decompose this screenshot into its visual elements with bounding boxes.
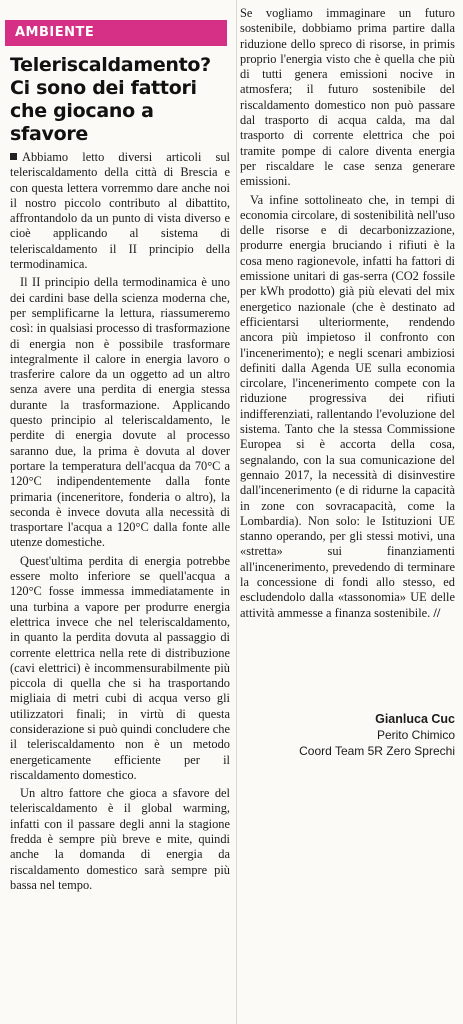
bullet-icon [10, 153, 17, 160]
paragraph-text: Va infine sottolineato che, in tempi di economia circolare, di sostenibilità nell'uso delle risorse e di decarbonizzazione, produrre energia bruciando i rifiuti è la cosa meno ragionevole, infatti ha fattori di emissione unitari di gas-serra (CO2 fossile per kWh prodotto) già più elevati del mix energetico nazionale (che è destinato ad efficientarsi ulteriormente, rendendo ancora più impietoso il confronto con l'incenerimento); e negli scenari ambiziosi definiti dalla Agenda UE sulla economia circolare, l'incenerimento compete con la riduzione progressiva dei rifiuti indifferenziati, rallentando l'evoluzione del sistema. Tanto che la stessa Commissione Europea si è accorta della cosa, segnalando, con la sua comunicazione del gennaio 2017, la necessità di disinvestire dall'incenerimento (e di ridurne la capacità in zone con sovracapacità, come la Lombardia). Non solo: le Istituzioni UE stanno operando, per gli stessi motivi, una «stretta» sui finanziamenti all'incenerimento, prevedendo di terminare la concessione di fondi allo stesso, ed escludendolo dalla «tassonomia» UE delle attività ammesse a finanza sostenibile. [240, 192, 455, 620]
article-paragraph: Se vogliamo immaginare un futuro sostenibile, dobbiamo prima partire dalla riduzione dello spreco di risorse, in primis proprio l'energia visto che è quella che più di tutti genera emissioni nocive in atmosfera; il futuro sostenibile del riscaldamento domestico non può passare dal trasporto di acqua calda, ma dal trasporto di corrente elettrica che poi tramite pompe di calore diventa energia per riscaldare le case senza generare emissioni. [240, 6, 455, 189]
article-column-right [240, 6, 455, 624]
column-divider [236, 0, 237, 1024]
author-title: Perito Chimico [376, 728, 455, 742]
headline: Teleriscaldamento? Ci sono dei fattori che giocano a sfavore [10, 54, 211, 145]
article-paragraph: Il II principio della termodinamica è uno dei cardini base della scienza moderna che, per semplificarne la lettura, riassumeremo così: in qualsiasi processo di trasformazione di energia non è possibile trasformare integralmente il calore in energia lavoro o trasferire calore da un oggetto ad un altro senza avere una perdita di energia stessa durante la trasformazione. Applicando questo principio al teleriscaldamento, le perdite di energia dovute al processo saranno due, la prima è dovuta al dover portare la temperatura dell'acqua da 70°C a 120°C indipendentemente dalla fonte primaria (inceneritore, fonderia o altro), la seconda è invece dovuta alla necessità di trasportare l'acqua a 120°C dalla fonte alle utenze domestiche. [10, 275, 230, 550]
signature-block [240, 711, 455, 759]
article-column-left [10, 150, 230, 896]
section-tag: AMBIENTE [5, 20, 227, 46]
article-paragraph: Un altro fattore che gioca a sfavore del teleriscaldamento è il global warming, infatti con il passare degli anni la stagione fredda è sempre più breve e mite, quindi anche la domanda di energia da riscaldamento domestico sarà sempre più bassa nel tempo. [10, 786, 230, 892]
author-organization: Coord Team 5R Zero Sprechi [299, 744, 455, 758]
end-mark: // [433, 605, 441, 620]
article-paragraph [10, 150, 230, 272]
article-paragraph [240, 193, 455, 621]
paragraph-text: Abbiamo letto diversi articoli sul teleriscaldamento della città di Brescia e con questa lettera vorremmo dare anche noi il nostro piccolo contributo al dibattito, affrontandolo da un punto di vista diverso e cioè applicando al sistema di teleriscaldamento il II principio della termodinamica. [10, 150, 230, 272]
author-name: Gianluca Cuc [375, 712, 455, 726]
article-paragraph: Quest'ultima perdita di energia potrebbe essere molto inferiore se quell'acqua a 120°C fosse immessa immediatamente in una turbina a vapore per produrre energia elettrica invece che nel teleriscaldamento, in quanto la perdita dovuta al passaggio di corrente elettrica nella rete di distribuzione (cavi elettrici) è incommensurabilmente più piccola di quella che si ha trasportando migliaia di metri cubi di acqua verso gli utilizzatori finali; in virtù di questa considerazione si può quindi concludere che il teleriscaldamento non è un metodo energeticamente efficiente per il riscaldamento domestico. [10, 553, 230, 782]
